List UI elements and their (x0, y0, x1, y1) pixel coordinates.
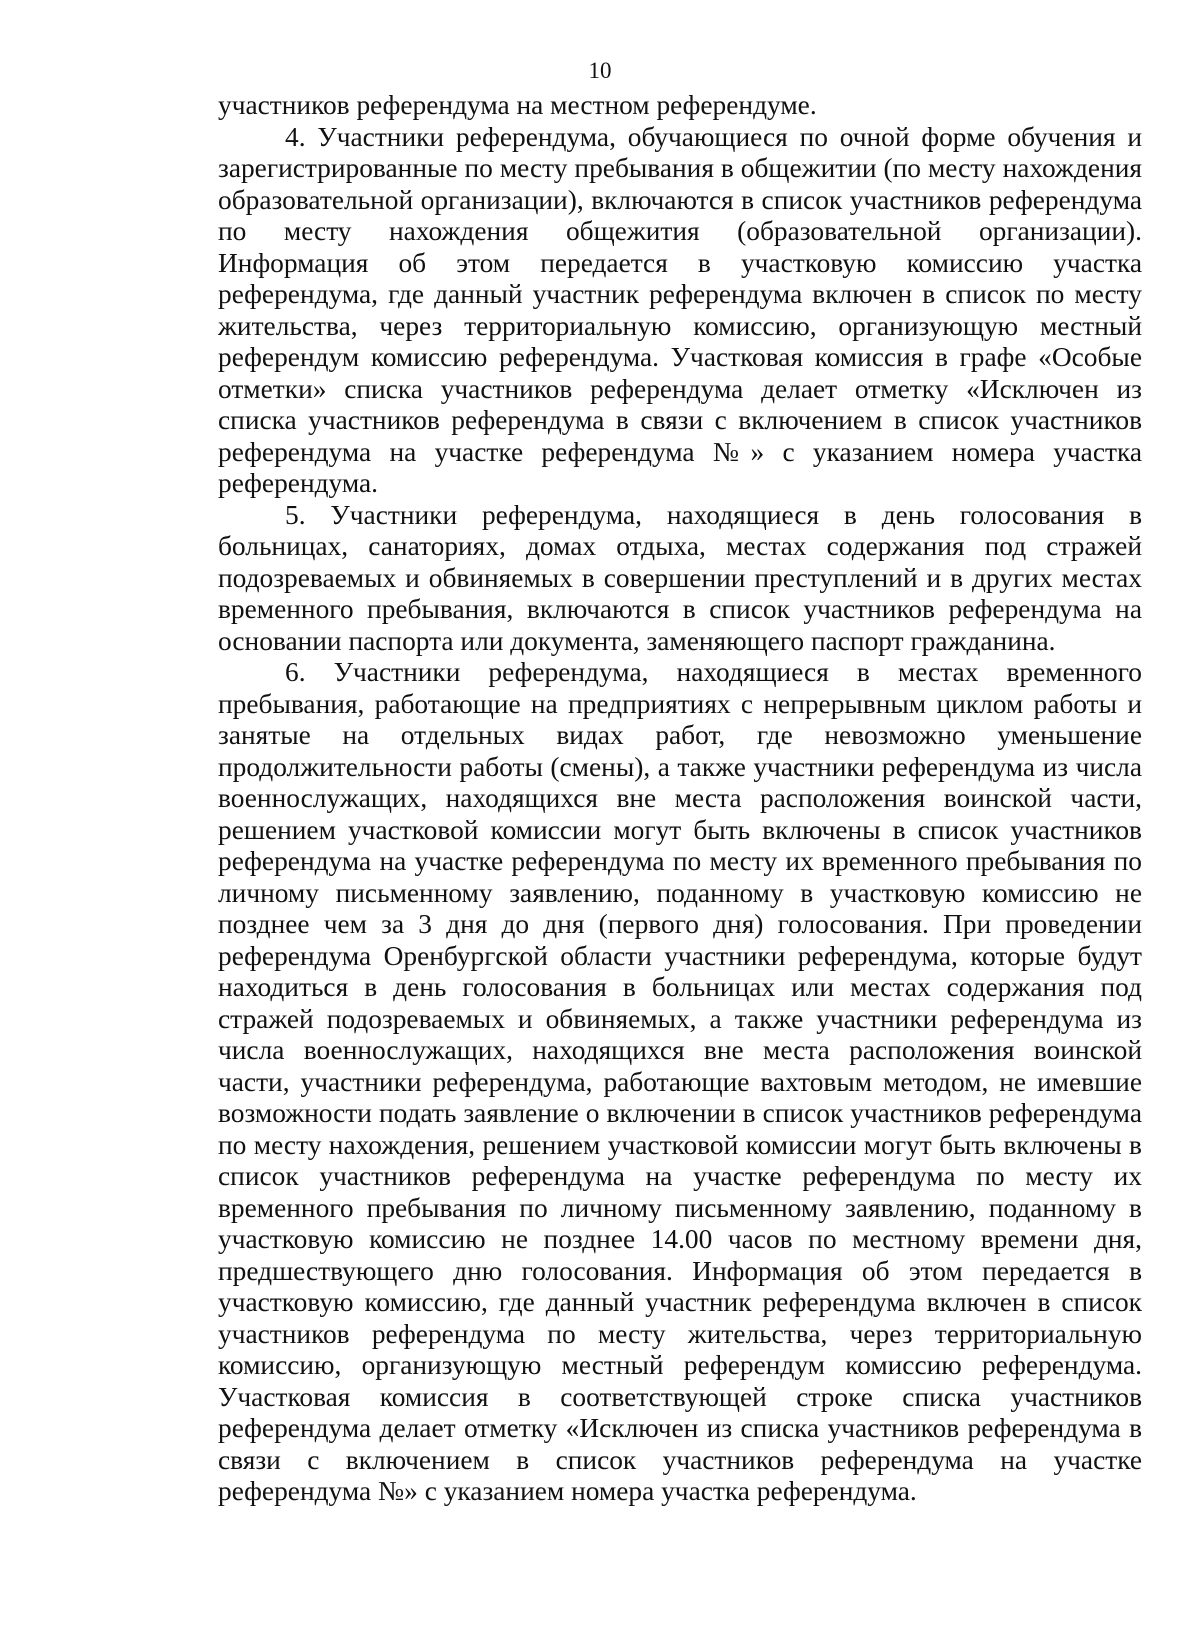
page-number: 10 (588, 58, 612, 83)
document-body (218, 90, 1142, 1508)
paragraph-item-6: 6. Участники референдума, находящиеся в местах временного пребывания, работающие на предприятиях с непрерывным циклом работы и занятые на отдельных видах работ, где невозможно уменьшение продолжительности работы (смены), а также участники референдума из числа военнослужащих, находящихся вне места расположения воинской части, решением участковой комиссии могут быть включены в список участников референдума на участке референдума по месту их временного пребывания по личному письменному заявлению, поданному в участковую комиссию не позднее чем за 3 дня до дня (первого дня) голосования. При проведении референдума Оренбургской области участники референдума, которые будут находиться в день голосования в больницах или местах содержания под стражей подозреваемых и обвиняемых, а также участники референдума из числа военнослужащих, находящихся вне места расположения воинской части, участники референдума, работающие вахтовым методом, не имевшие возможности подать заявление о включении в список участников референдума по месту нахождения, решением участковой комиссии могут быть включены в список участников референдума на участке референдума по месту их временного пребывания по личному письменному заявлению, поданному в участковую комиссию не позднее 14.00 часов по местному времени дня, предшествующего дню голосования. Информация об этом передается в участковую комиссию, где данный участник референдума включен в список участников референдума по месту жительства, через территориальную комиссию, организующую местный референдум комиссию референдума. Участковая комиссия в соответствующей строке списка участников референдума делает отметку «Исключен из списка участников референдума в связи с включением в список участников референдума на участке референдума №» с указанием номера участка референдума. (218, 657, 1142, 1506)
paragraph-item-4: 4. Участники референдума, обучающиеся по очной форме обучения и зарегистрированные по месту пребывания в общежитии (по месту нахождения образовательной организации), включаются в список участников референдума по месту нахождения общежития (образовательной организации). Информация об этом передается в участковую комиссию участка референдума, где данный участник референдума включен в список по месту жительства, через территориальную комиссию, организующую местный референдум комиссию референдума. Участковая комиссия в графе «Особые отметки» списка участников референдума делает отметку «Исключен из списка участников референдума в связи с включением в список участников референдума на участке референдума №» с указанием номера участка референдума. (218, 121, 1142, 498)
paragraph-item-5: 5. Участники референдума, находящиеся в день голосования в больницах, санаториях, домах отдыха, местах содержания под стражей подозреваемых и обвиняемых в совершении преступлений и в других местах временного пребывания, включаются в список участников референдума на основании паспорта или документа, заменяющего паспорт гражданина. (218, 499, 1142, 656)
paragraph-continuation: участников референдума на местном референдуме. (218, 90, 817, 120)
